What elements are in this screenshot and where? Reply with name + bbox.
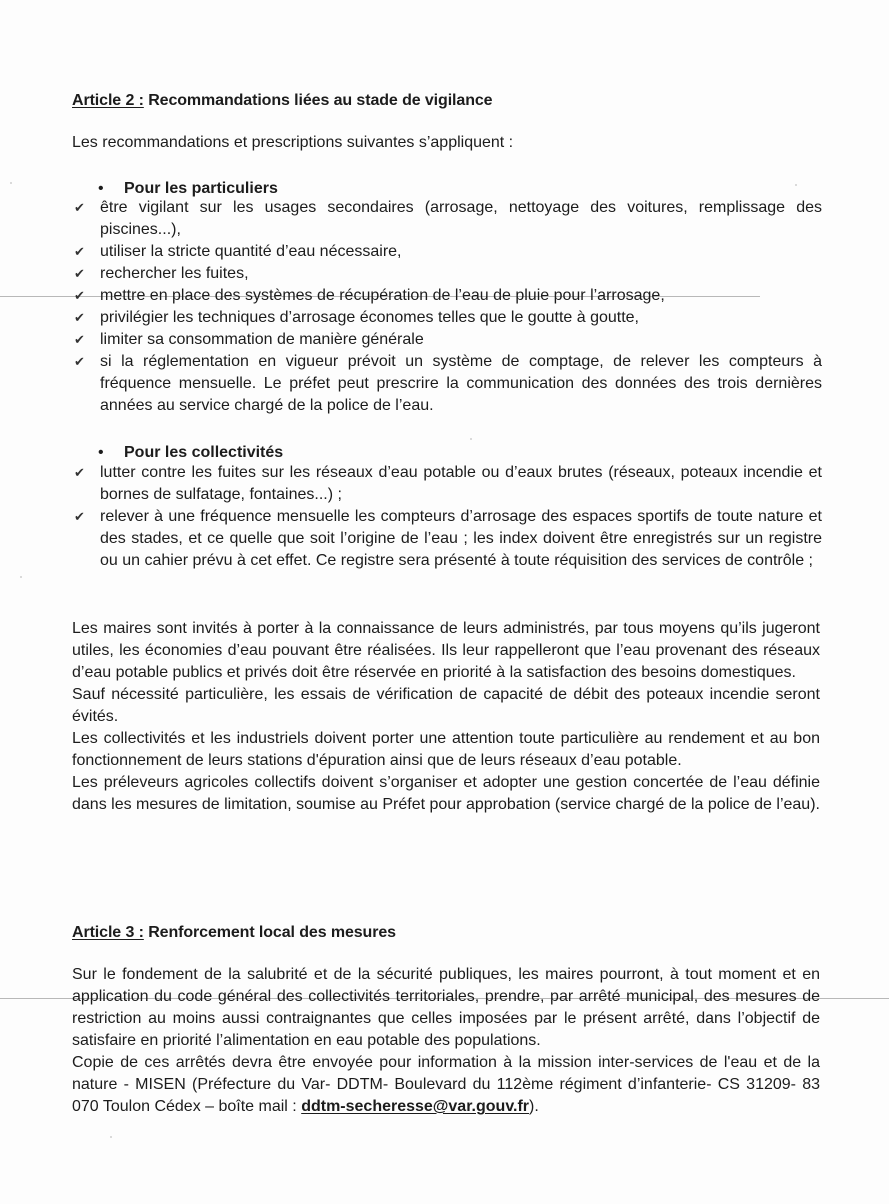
paragraph-copy: Copie de ces arrêtés devra être envoyée pour information à la mission inter-services de l'eau et de la nature - MISEN (Préfecture du Var- DDTM- Boulevard du 112ème régiment d’infanterie- CS 31209- 83 070 Toulon Cédex – boîte mail : ddtm-secheresse@var.gouv.fr).	[72, 1054, 820, 1115]
article-2-intro: Les recommandations et prescriptions suivantes s’appliquent :	[72, 134, 514, 151]
scan-speck	[20, 576, 22, 578]
checkmark-icon: ✔	[74, 288, 85, 303]
scan-speck	[795, 184, 797, 186]
checkmark-icon: ✔	[74, 509, 85, 524]
paragraph: Les collectivités et les industriels doivent porter une attention toute particulière au rendement et au bon fonctionnement de leurs stations d'épuration ainsi que de leurs réseaux d’eau potable.	[72, 730, 820, 769]
checkmark-icon: ✔	[74, 310, 85, 325]
article-2-paragraphs	[72, 618, 820, 816]
checkmark-icon: ✔	[74, 266, 85, 281]
bullet-icon: •	[98, 444, 104, 461]
paragraph: Sauf nécessité particulière, les essais de vérification de capacité de débit des poteaux incendie seront évités.	[72, 686, 820, 725]
article-2-title: Recommandations liées au stade de vigilance	[148, 92, 493, 109]
article-2-label: Article 2 :	[72, 92, 144, 109]
paragraph: Sur le fondement de la salubrité et de la sécurité publiques, les maires pourront, à tout moment et en application du code général des collectivités territoriales, prendre, par arrêté municipal, des mesures de restriction au moins aussi contraignantes que celles imposées par le présent arrêté, dans l’objectif de satisfaire en priorité l’alimentation en eau potable des populations.	[72, 966, 820, 1049]
list-item: ✔ limiter sa consommation de manière générale	[72, 329, 822, 351]
list-item: ✔ mettre en place des systèmes de récupération de l’eau de pluie pour l’arrosage,	[72, 285, 822, 307]
checkmark-icon: ✔	[74, 244, 85, 259]
list-item: ✔ utiliser la stricte quantité d’eau nécessaire,	[72, 241, 822, 263]
article-3-paragraphs	[72, 964, 820, 1118]
email-link[interactable]: ddtm-secheresse@var.gouv.fr	[301, 1098, 530, 1115]
list-item: ✔ être vigilant sur les usages secondaires (arrosage, nettoyage des voitures, remplissage des piscines...),	[74, 199, 822, 238]
checkmark-icon: ✔	[74, 465, 85, 480]
list-item: ✔ rechercher les fuites,	[72, 263, 822, 285]
checkmark-icon: ✔	[74, 332, 85, 347]
collectivites-list	[72, 462, 822, 572]
paragraph: Les maires sont invités à porter à la connaissance de leurs administrés, par tous moyens qu’ils jugeront utiles, les économies d’eau pouvant être réalisées. Ils leur rappelleront que l’eau provenant des réseaux d’eau potable publics et privés doit être réservée en priorité à la satisfaction des besoins domestiques.	[72, 620, 820, 681]
list-item: ✔ relever à une fréquence mensuelle les compteurs d’arrosage des espaces sportifs de toute nature et des stades, et ce quelle que soit l’origine de l’eau ; les index doivent être enregistrés sur un registre ou un cahier prévu à cet effet. Ce registre sera présenté à toute réquisition des services de contrôle ;	[74, 508, 822, 569]
particuliers-list	[72, 197, 822, 417]
article-3-heading	[72, 922, 820, 944]
list-item: ✔ privilégier les techniques d’arrosage économes telles que le goutte à goutte,	[72, 307, 822, 329]
particuliers-heading-label: Pour les particuliers	[124, 180, 278, 197]
paragraph: Les préleveurs agricoles collectifs doivent s’organiser et adopter une gestion concertée de l’eau définie dans les mesures de limitation, soumise au Préfet pour approbation (service chargé de la police de l’eau).	[72, 774, 820, 813]
scan-speck	[470, 438, 472, 440]
list-item: ✔ si la réglementation en vigueur prévoit un système de comptage, de relever les compteurs à fréquence mensuelle. Le préfet peut prescrire la communication des données des trois dernières années au service chargé de la police de l’eau.	[74, 353, 822, 414]
collectivites-heading	[98, 442, 283, 464]
collectivites-heading-label: Pour les collectivités	[124, 444, 284, 461]
article-3-title: Renforcement local des mesures	[148, 924, 396, 941]
article-3-label: Article 3 :	[72, 924, 144, 941]
list-item: ✔ lutter contre les fuites sur les réseaux d’eau potable ou d’eaux brutes (réseaux, poteaux incendie et bornes de sulfatage, fontaines...) ;	[74, 464, 822, 503]
bullet-icon: •	[98, 180, 104, 197]
checkmark-icon: ✔	[74, 200, 85, 215]
scan-speck	[110, 1136, 112, 1138]
checkmark-icon: ✔	[74, 354, 85, 369]
article-2-heading	[72, 90, 820, 112]
scan-speck	[10, 182, 12, 184]
